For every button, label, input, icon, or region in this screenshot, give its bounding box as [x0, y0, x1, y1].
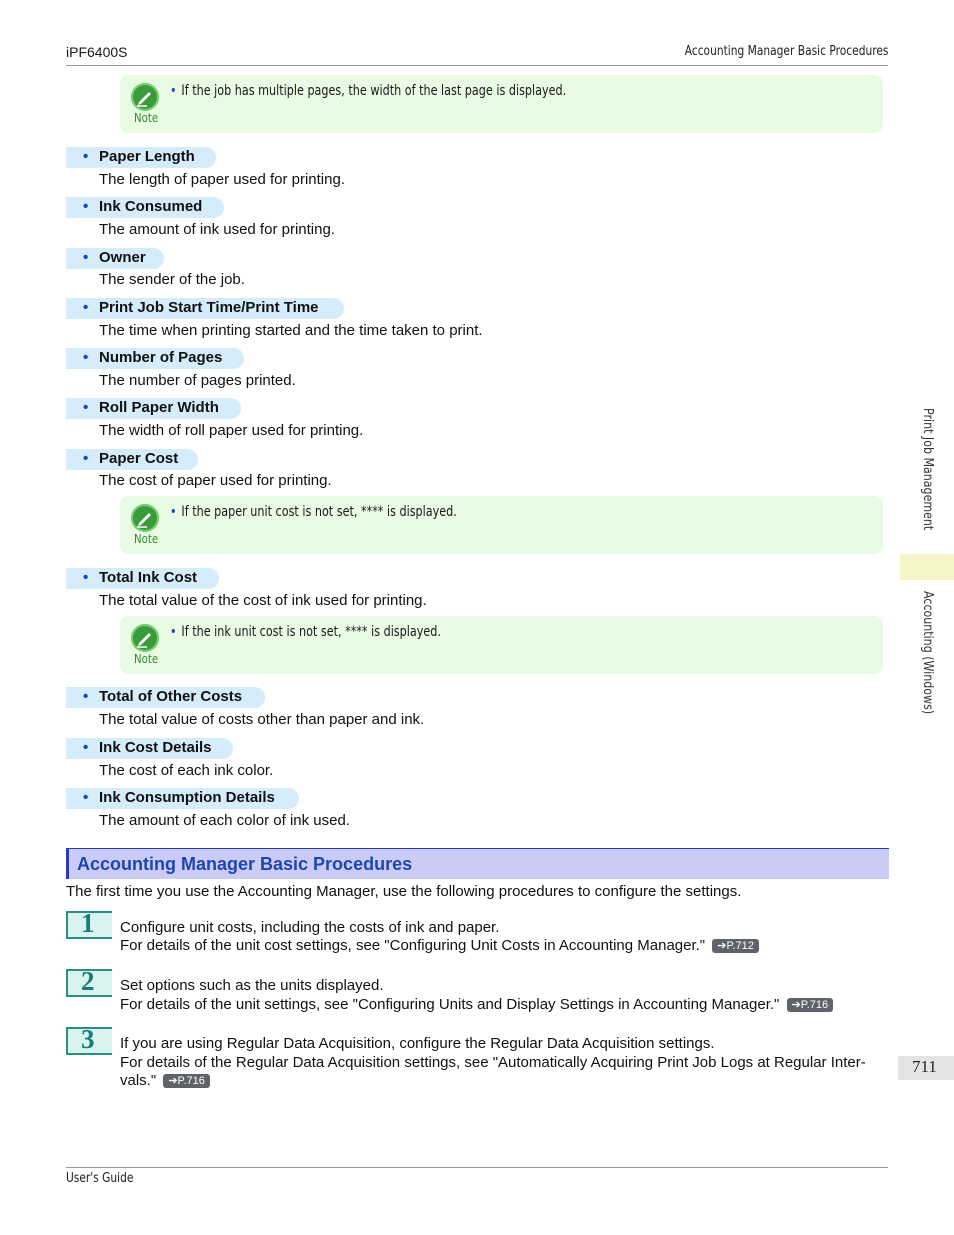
note-text: • If the job has multiple pages, the width of the last page is displayed. — [170, 83, 567, 99]
desc-ink-consumed: The amount of ink used for printing. — [99, 221, 335, 238]
step-number: 1 — [66, 911, 112, 939]
desc-owner: The sender of the job. — [99, 271, 245, 288]
desc-total-other-costs: The total value of costs other than paper and ink. — [99, 711, 425, 728]
term-roll-paper-width: • Roll Paper Width — [66, 398, 241, 419]
step-detail: For details of the unit cost settings, see "Configuring Unit Costs in Accounting Manager." ➔P.712 — [120, 937, 759, 954]
step-detail: For details of the unit settings, see "Configuring Units and Display Settings in Accounting Manager." ➔P.716 — [120, 996, 833, 1013]
note-pencil-icon — [131, 83, 159, 111]
note-text: • If the ink unit cost is not set, **** is displayed. — [170, 624, 441, 640]
desc-total-ink-cost: The total value of the cost of ink used for printing. — [99, 592, 427, 609]
term-ink-cost-details: • Ink Cost Details — [66, 738, 233, 759]
desc-print-job-start-time: The time when printing started and the time taken to print. — [99, 322, 483, 339]
footer-divider — [66, 1167, 888, 1168]
note-box — [120, 496, 883, 554]
step-text: If you are using Regular Data Acquisition, configure the Regular Data Acquisition settings. — [120, 1035, 715, 1052]
note-pencil-icon — [131, 504, 159, 532]
term-owner: • Owner — [66, 248, 164, 269]
note-box — [120, 75, 883, 133]
section-title: Accounting Manager Basic Procedures — [77, 854, 413, 874]
term-total-other-costs: • Total of Other Costs — [66, 687, 265, 708]
step-text: Configure unit costs, including the costs of ink and paper. — [120, 919, 500, 936]
term-ink-consumed: • Ink Consumed — [66, 197, 224, 218]
desc-ink-cost-details: The cost of each ink color. — [99, 762, 274, 779]
desc-roll-paper-width: The width of roll paper used for printing. — [99, 422, 364, 439]
term-paper-cost: • Paper Cost — [66, 449, 198, 470]
step-number: 3 — [66, 1027, 112, 1055]
section-heading — [66, 848, 889, 879]
term-total-ink-cost: • Total Ink Cost — [66, 568, 219, 589]
term-ink-consumption-details: • Ink Consumption Details — [66, 788, 299, 809]
term-print-job-start-time: • Print Job Start Time/Print Time — [66, 298, 344, 319]
step-detail-continued: vals." ➔P.716 — [120, 1072, 210, 1089]
step-text: Set options such as the units displayed. — [120, 977, 384, 994]
term-number-of-pages: • Number of Pages — [66, 348, 244, 369]
page-number-badge: 711 — [898, 1056, 954, 1080]
page-reference-link[interactable]: ➔P.716 — [163, 1074, 210, 1088]
step-detail: For details of the Regular Data Acquisition settings, see "Automatically Acquiring Print Job Logs at Regular Inter- — [120, 1054, 866, 1071]
header-product: iPF6400S — [66, 44, 128, 60]
desc-ink-consumption-details: The amount of each color of ink used. — [99, 812, 350, 829]
note-box — [120, 616, 883, 674]
desc-number-of-pages: The number of pages printed. — [99, 372, 296, 389]
side-tab-accounting-windows[interactable]: Accounting (Windows) — [920, 591, 935, 715]
footer-guide-title: User's Guide — [66, 1171, 134, 1186]
side-tab-active-marker — [900, 554, 954, 580]
note-text: • If the paper unit cost is not set, **** is displayed. — [170, 504, 457, 520]
note-label: Note — [134, 652, 159, 666]
section-intro: The first time you use the Accounting Manager, use the following procedures to configure the settings. — [66, 883, 742, 900]
desc-paper-length: The length of paper used for printing. — [99, 171, 345, 188]
note-label: Note — [134, 532, 159, 546]
page-reference-link[interactable]: ➔P.712 — [712, 939, 759, 953]
page-reference-link[interactable]: ➔P.716 — [787, 998, 834, 1012]
term-paper-length: • Paper Length — [66, 147, 216, 168]
side-tab-print-job-management[interactable]: Print Job Management — [920, 408, 935, 531]
note-label: Note — [134, 111, 159, 125]
header-divider — [66, 65, 888, 66]
desc-paper-cost: The cost of paper used for printing. — [99, 472, 332, 489]
step-number: 2 — [66, 969, 112, 997]
header-chapter: Accounting Manager Basic Procedures — [684, 44, 888, 59]
note-pencil-icon — [131, 624, 159, 652]
